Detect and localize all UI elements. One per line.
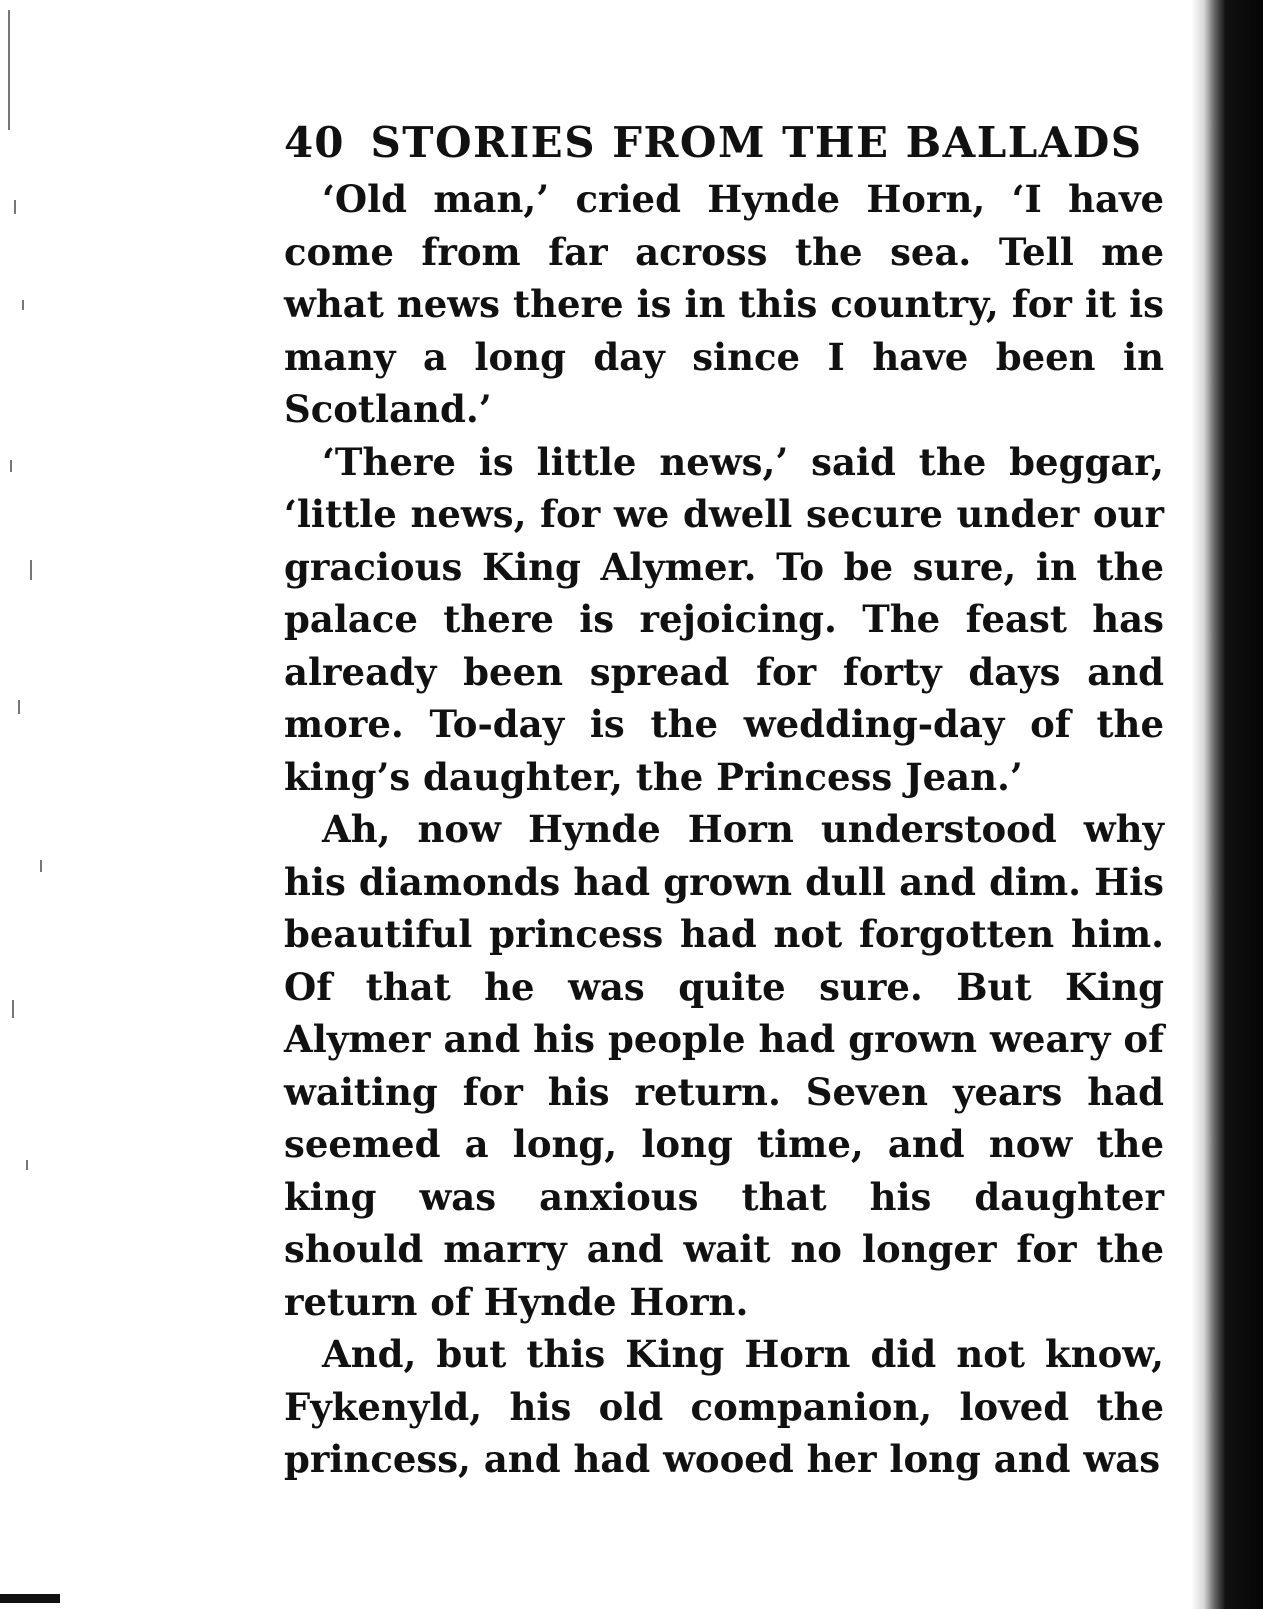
scan-edge-mark: [0, 1594, 60, 1603]
paragraph: ‘Old man,’ cried Hynde Horn, ‘I have come from far across the sea. Tell me what news there is in this country, for it is many a long day since I have been in Scotland.’: [284, 177, 1164, 431]
book-binding-edge: [1191, 0, 1263, 1609]
body-text: [284, 173, 1164, 1486]
paragraph: ‘There is little news,’ said the beggar, ‘little news, for we dwell secure under our gracious King Alymer. To be sure, in the palace there is rejoicing. The feast has already been spread for forty days and more. To-day is the wedding-day of the king’s daughter, the Princess Jean.’: [284, 439, 1164, 799]
running-title: STORIES FROM THE BALLADS: [370, 118, 1143, 167]
paragraph: Ah, now Hynde Horn understood why his diamonds had grown dull and dim. His beautiful princess had not forgotten him. Of that he was quite sure. But King Alymer and his people had grown weary of waiting for his return. Seven years had seemed a long, long time, and now the king was anxious that his daughter should marry and wait no longer for the return of Hynde Horn.: [284, 807, 1164, 1324]
paragraph: And, but this King Horn did not know, Fykenyld, his old companion, loved the princess, and had wooed her long and was: [284, 1332, 1164, 1481]
page-header: [284, 118, 1164, 167]
page-number: 40: [284, 118, 345, 167]
book-page: [284, 118, 1164, 1486]
